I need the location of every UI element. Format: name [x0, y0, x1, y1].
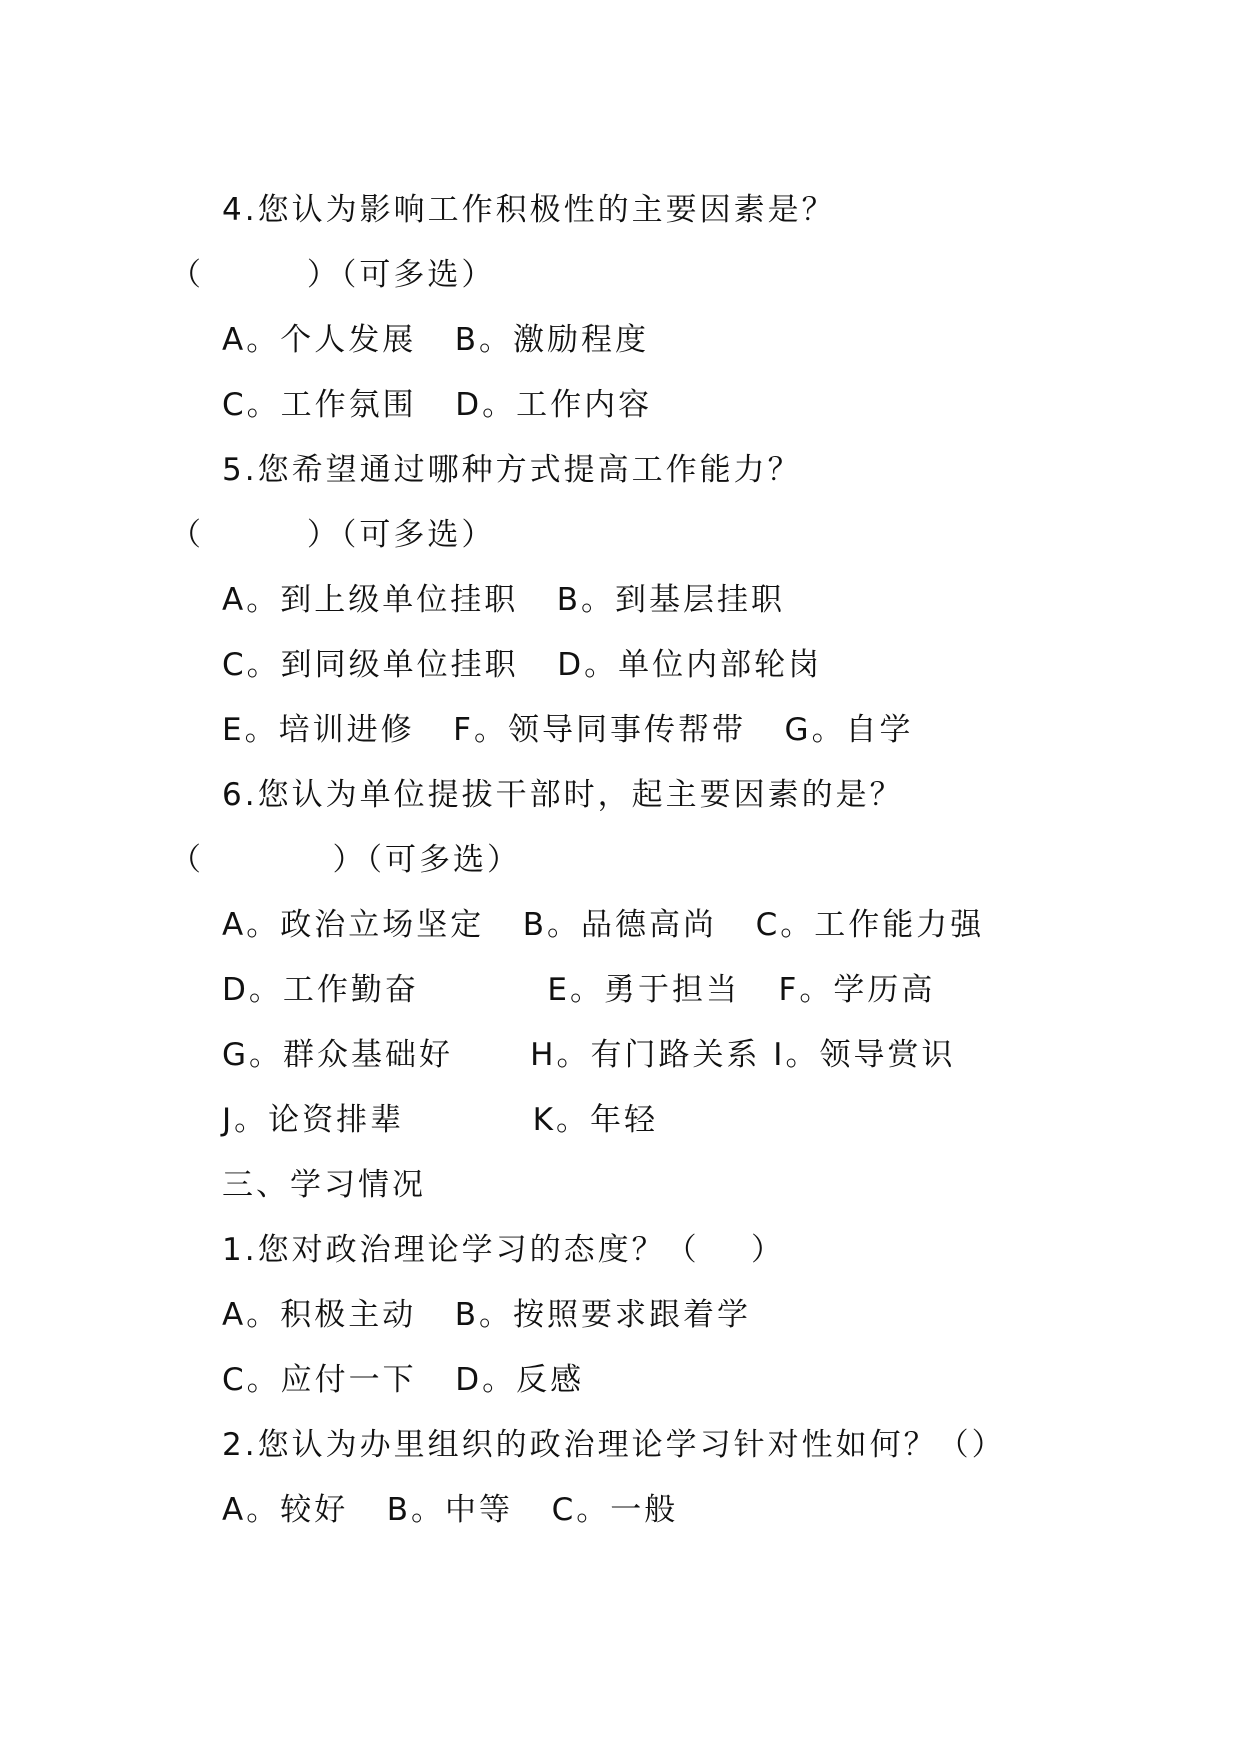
question-6-options-jk: J。论资排辈 K。年轻: [222, 1102, 659, 1138]
question-4-answer-blank: （ ）（可多选）: [170, 257, 496, 293]
question-4-options-ab: A。个人发展 B。激励程度: [222, 322, 650, 358]
study-question-2-options: A。较好 B。中等 C。一般: [222, 1492, 679, 1528]
question-6-options-abc: A。政治立场坚定 B。品德高尚 C。工作能力强: [222, 907, 985, 943]
study-question-1-options-cd: C。应付一下 D。反感: [222, 1362, 585, 1398]
section-heading-study: 三、学习情况: [222, 1167, 426, 1203]
question-5-options-efg: E。培训进修 F。领导同事传帮带 G。自学: [222, 712, 914, 748]
question-6-options-ghi: G。群众基础好 H。有门路关系 I。领导赏识: [222, 1037, 956, 1073]
question-5-text: 5.您希望通过哪种方式提高工作能力？: [222, 452, 802, 488]
question-4-text: 4.您认为影响工作积极性的主要因素是？: [222, 192, 836, 228]
question-5-answer-blank: （ ）（可多选）: [170, 517, 496, 553]
question-4-options-cd: C。工作氛围 D。工作内容: [222, 387, 653, 423]
question-6-text: 6.您认为单位提拔干部时，起主要因素的是？: [222, 777, 904, 813]
question-5-options-ab: A。到上级单位挂职 B。到基层挂职: [222, 582, 786, 618]
study-question-1-text: 1.您对政治理论学习的态度？（ ）: [222, 1232, 785, 1268]
question-6-options-def: D。工作勤奋 E。勇于担当 F。学历高: [222, 972, 936, 1008]
question-5-options-cd: C。到同级单位挂职 D。单位内部轮岗: [222, 647, 823, 683]
study-question-1-options-ab: A。积极主动 B。按照要求跟着学: [222, 1297, 752, 1333]
study-question-2-text: 2.您认为办里组织的政治理论学习针对性如何？（）: [222, 1427, 1006, 1463]
question-6-answer-blank: （ ）（可多选）: [170, 842, 522, 878]
